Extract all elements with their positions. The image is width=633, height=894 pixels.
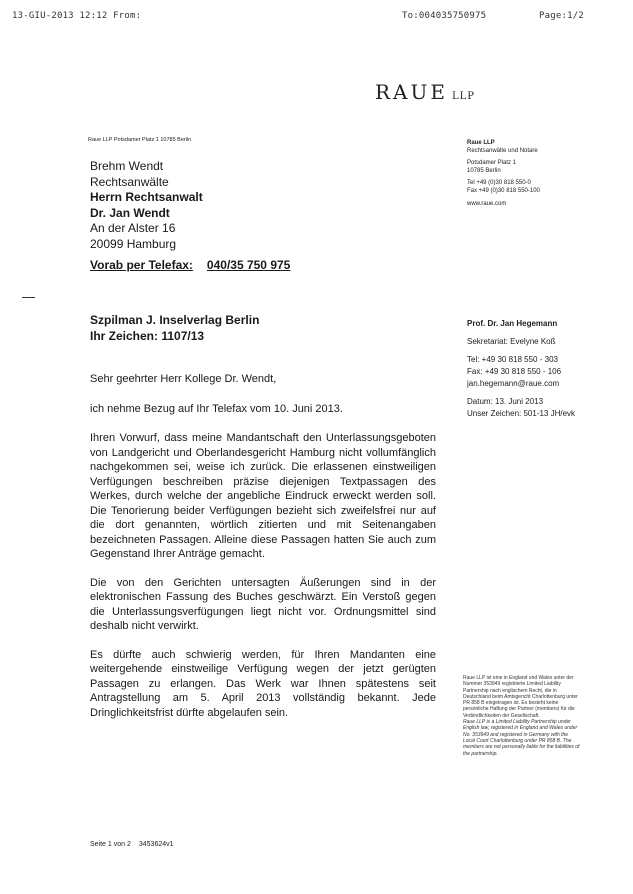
footer-document-id: 3453624v1 — [138, 841, 174, 848]
contact-block — [467, 318, 575, 420]
firm-logo — [375, 80, 475, 104]
legal-notice-german: Raue LLP ist eine in England und Wales unter der Nummer 353949 registrierte Limited Liability Partnership nach englischem Recht, die in Deutschland beim Amtsgericht Charlottenburg unter PR 858 B eingetragen ist. Es besteht keine persönliche Haftung der Partner (members) für die Verbindlichkeiten der Gesellschaft. — [463, 675, 578, 719]
recipient-salutation: Herrn Rechtsanwalt — [90, 190, 203, 204]
recipient-street: An der Alster 16 — [90, 221, 176, 235]
body-paragraph-2: Ihren Vorwurf, dass meine Mandantschaft den Unterlassungsgeboten von Landgericht und Oberlandesgericht Hamburg nicht vollumfänglich nachgekommen sei, weise ich zurück. Die erlassenen einstweiligen Verfügungen beschreiben präzise diejenigen Textpassagen des Werkes, durch welche der angebliche Eindruck erweckt werden soll. Die Tenorierung beider Verfügungen bezieht sich zweifelsfrei nur auf die dort genannten, wörtlich zitierten und mit Seitenangaben bezeichneten Passagen. Alleine diese Passagen hatten Sie auch zum Gegenstand Ihrer Anträge gemacht. — [90, 432, 436, 560]
legal-notice — [463, 675, 581, 757]
advance-fax-label: Vorab per Telefax: — [90, 258, 193, 272]
body-paragraph-3: Die von den Gerichten untersagten Äußerungen sind in der elektronischen Fassung des Buches geschwärzt. Ein Verstoß gegen die Unterlassungsverfügungen liegt nicht vor. Ordnungsmittel sind deshalb nicht verwirkt. — [90, 576, 436, 632]
logo-wordmark: RAUE — [375, 80, 448, 104]
contact-phone: Tel: +49 30 818 550 - 303 — [467, 355, 558, 364]
letter-date: Datum: 13. Juni 2013 — [467, 397, 544, 406]
subject-block — [90, 312, 259, 344]
subject-reference: Ihr Zeichen: 1107/13 — [90, 329, 205, 343]
contact-name: Prof. Dr. Jan Hegemann — [467, 319, 558, 328]
footer-page-number: Seite 1 von 2 — [90, 841, 131, 848]
letter-body — [90, 372, 436, 734]
fax-timestamp: 13-GIU-2013 12:12 From: — [12, 11, 142, 21]
recipient-city: 20099 Hamburg — [90, 236, 177, 251]
page-footer — [90, 841, 174, 848]
logo-suffix: LLP — [451, 91, 475, 102]
firm-fax: Fax +49 (0)30 818 550-100 — [467, 187, 540, 194]
body-paragraph-1: ich nehme Bezug auf Ihr Telefax vom 10. Juni 2013. — [90, 402, 343, 415]
firm-street: Potsdamer Platz 1 — [467, 160, 517, 167]
recipient-firm-type: Rechtsanwälte — [90, 174, 169, 189]
contact-email: jan.hegemann@raue.com — [467, 379, 560, 388]
fold-mark — [22, 297, 35, 298]
body-paragraph-4: Es dürfte auch schwierig werden, für Ihren Mandanten eine weitergehende einstweilige Verfügung wegen der jetzt gerügten Passagen zu erlangen. Das Werk war Ihnen spätestens seit Antragstellung am 5. April 2013 vollständig bekannt. Jede Dringlichkeitsfrist dürfte abgelaufen sein. — [90, 648, 436, 719]
legal-notice-english: Raue LLP is a Limited Liability Partnership under English law, registered in England and Wales under No. 353949 and registered in Germany with the Local Court Charlottenburg under PR 858 B. The members are not personally liable for the liabilities of the partnership. — [463, 719, 580, 757]
firm-name: Raue LLP — [467, 140, 495, 146]
advance-fax-number: 040/35 750 975 — [206, 258, 291, 272]
firm-phone: Tel +49 (0)30 818 550-0 — [467, 180, 531, 187]
fax-recipient-number: To:004035750975 — [402, 11, 487, 21]
firm-website: www.raue.com — [467, 200, 507, 207]
advance-fax-line — [90, 258, 290, 272]
firm-description: Rechtsanwälte und Notare — [467, 147, 538, 154]
recipient-address — [90, 159, 203, 252]
contact-secretary: Sekretariat: Evelyne Koß — [467, 337, 556, 346]
our-reference: Unser Zeichen: 501-13 JH/evk — [467, 409, 576, 418]
fax-page-count: Page:1/2 — [539, 11, 584, 21]
firm-city: 10785 Berlin — [467, 167, 501, 174]
recipient-firm: Brehm Wendt — [90, 159, 164, 173]
contact-fax: Fax: +49 30 818 550 - 106 — [467, 367, 562, 376]
firm-address-block — [467, 140, 540, 208]
recipient-name: Dr. Jan Wendt — [90, 205, 170, 220]
salutation: Sehr geehrter Herr Kollege Dr. Wendt, — [90, 373, 277, 385]
subject-title: Szpilman J. Inselverlag Berlin — [90, 313, 260, 327]
sender-return-address: Raue LLP Potsdamer Platz 1 10785 Berlin — [88, 137, 192, 143]
